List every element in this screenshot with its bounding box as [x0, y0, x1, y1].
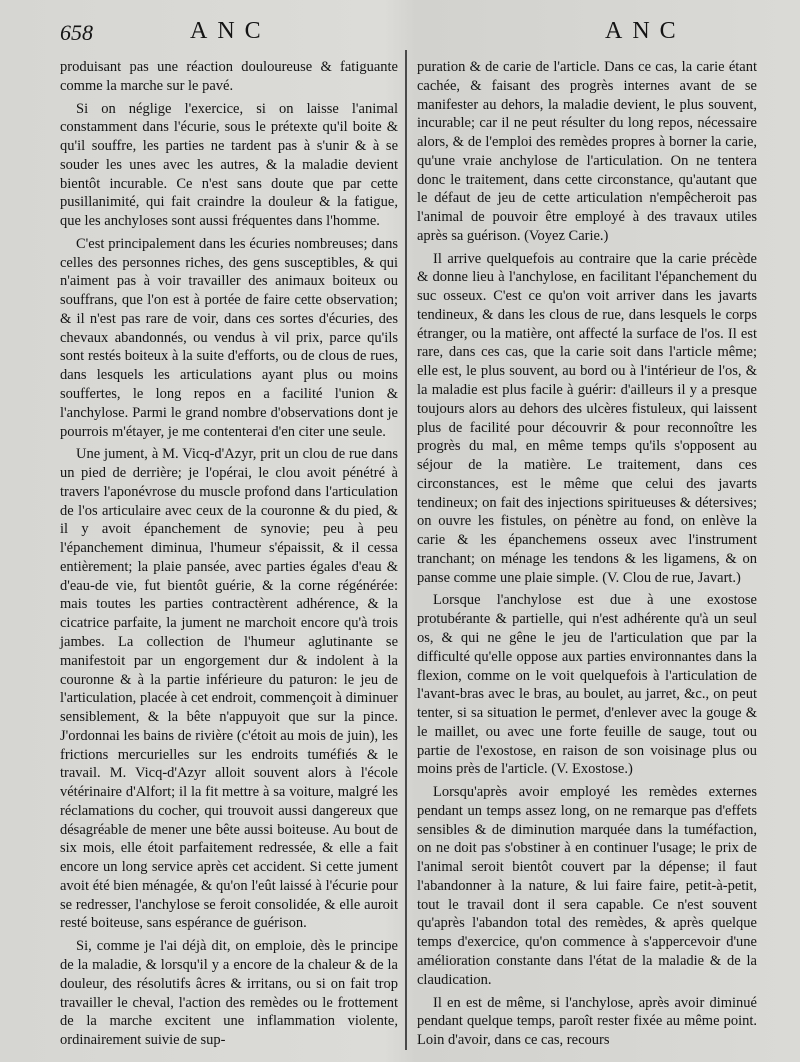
paragraph: Si on néglige l'exercice, si on laisse l'animal constamment dans l'écurie, sous le prétexte qu'il boite & qu'il souffre, les parties ne tardent pas à s'unir & à se souder les unes avec les autres, & la maladie devient bientôt incurable. Ce n'est sans doute que par cette pusillanimité, qui fait craindre la douleur & la fatigue, que les anchyloses sont aussi fréquentes dans l'homme.	[60, 100, 398, 230]
paragraph: Lorsqu'après avoir employé les remèdes externes pendant un temps assez long, on ne remarque pas d'effets sensibles & de diminution marquée dans la tuméfaction, on ne doit pas s'obstiner à en continuer l'usage; le prix de l'animal seroit bientôt couvert par la dépense; il faut l'abandonner à la nature, & lui faire faire, petit-à-petit, tout le travail dont il sera capable. Ce n'est souvent qu'après l'abandon total des remèdes, & après quelque temps d'exercice, qu'on commence à s'appercevoir d'une amélioration constante dans l'état de la maladie & de la claudication.	[417, 784, 757, 988]
paragraph: Si, comme je l'ai déjà dit, on emploie, dès le principe de la maladie, & lorsqu'il y a encore de la chaleur & de la douleur, des résolutifs âcres & irritans, ou si on fait trop travailler le cheval, l'action des remèdes ou le frottement de la marche excitent une inflammation violente, ordinairement suivie de sup-	[60, 938, 398, 1049]
paragraph: Il arrive quelquefois au contraire que la carie précède & donne lieu à l'anchylose, en facilitant l'épanchement du suc osseux. C'est ce qu'on voit arriver dans les javarts tendineux, & dans les clous de rue, dans lesquels le corps étranger, ou la matière, ont affecté la surface de l'os. Il est rare, dans ces cas, que la carie soit dans l'article même; elle est, le plus souvent, au bord ou à l'intérieur de l'os, & la maladie est plus facile à guérir: d'ailleurs il y a presque toujours alors au dehors des ulcères fistuleux, qui laissent plus de facilité pour découvrir & pour reconnoître les progrès du mal, en même temps qu'ils s'opposent au séjour de la matière. Le traitement, dans ces circonstances, est le même que celui des javarts tendineux; on fait des injections spiritueuses & détersives; on ouvre les fistules, on pénètre au fond, on enlève la carie & les épanchemens osseux avec l'instrument tranchant; on ménage les tendons & les ligamens, & on panse comme une plaie simple. (V. Clou de rue, Javart.)	[417, 250, 757, 586]
paragraph: puration & de carie de l'article. Dans ce cas, la carie étant cachée, & faisant des progrès internes avant de se manifester au dehors, la maladie devient, le plus souvent, incurable; car il ne peut résulter du long repos, nécessaire alors, & de l'emploi des remèdes propres à borner la carie, qu'une vraie anchylose de l'articulation. On ne tentera donc le traitement, dans cette circonstance, qu'autant que le défaut de jeu de cette articulation n'empêcheroit pas l'animal de pouvoir être employé à des travaux utiles après sa guérison. (Voyez Carie.)	[417, 59, 757, 244]
paragraph: Il en est de même, si l'anchylose, après avoir diminué pendant quelque temps, paroît rester fixée au même point. Loin d'avoir, dans ce cas, recours	[417, 994, 757, 1049]
running-header	[60, 18, 770, 48]
paragraph: produisant pas une réaction douloureuse & fatiguante comme la marche sur le pavé.	[60, 59, 398, 94]
paragraph: C'est principalement dans les écuries nombreuses; dans celles des personnes riches, des gens susceptibles, & qui n'aiment pas à voir travailler des animaux boiteux ou souffrans, que l'on est à portée de faire cette observation; & il n'est pas rare de voir, dans ces sortes d'écuries, des chevaux abandonnés, ou vendus à vil prix, parce qu'ils sont restés boiteux à la suite d'efforts, ou de clous de rues, dans lesquels les articulations ayant plus ou moins souffertes, le long repos en a facilité l'union & l'anchylose. Parmi le grand nombre d'observations dont je pourrois m'étayer, je me contenterai d'en citer une seule.	[60, 235, 398, 440]
paragraph: Une jument, à M. Vicq-d'Azyr, prit un clou de rue dans un pied de derrière; je l'opérai, le clou avoit pénétré à travers l'aponévrose du muscle profond dans l'articulation de l'os articulaire avec ceux de la couronne & du pied, & il y avoit épanchement de synovie; peu à peu l'épanchement diminua, l'humeur s'épaissit, & il cessa entièrement; la plaie pansée, avec parties égales d'eau & d'eau-de vie, fut bientôt guérie, & la corne régénérée: mais toutes les parties contractèrent adhérence, & la cicatrice parfaite, la jument ne marchoit encore qu'à trois jambes. La collection de l'humeur aglutinante se manifestoit par un engorgement dur & indolent à la couronne & à la partie inférieure du paturon: le jeu de l'articulation, placée à cet endroit, commençoit à diminuer sensiblement, & la bête n'appuyoit que sur la pince. J'ordonnai les bains de rivière (c'étoit au mois de juin), les frictions mercurielles sur les endroits tuméfiés & le travail. M. Vicq-d'Azyr alloit souvent alors à l'école vétérinaire d'Alfort; il la fit mettre à sa voiture, malgré les réclamations du cocher, qui trouvoit aussi dangereux que désagréable de mener une bête aussi boiteuse. Au bout de six mois, elle étoit parfaitement redressée, & elle a fait encore un long service après cet accident. Si cette jument avoit été bien ménagée, & qu'on l'eût laissé à l'écurie pour se redresser, l'anchylose se feroit consolidée, & elle auroit resté boiteuse, sans espérance de guérison.	[60, 446, 398, 932]
right-running-head: ANC	[605, 18, 686, 44]
left-running-head: ANC	[190, 18, 271, 44]
right-column	[417, 58, 757, 1050]
left-column	[60, 58, 398, 1050]
column-divider	[405, 50, 407, 1050]
page-number: 658	[60, 20, 93, 45]
paragraph: Lorsque l'anchylose est due à une exostose protubérante & partielle, qui n'est adhérente qu'à un seul os, & qui ne gêne le jeu de l'articulation que par la difficulté qu'elle oppose aux parties environnantes dans la flexion, comme on le voit quelquefois à l'articulation de l'avant-bras avec le bras, au boulet, au jarret, &c., on peut tenter, si sa situation le permet, d'enlever avec la gouge & le maillet, ou avec une forte feuille de sauge, tout ou partie de l'exostose, en raison de son voisinage plus ou moins près de l'article. (V. Exostose.)	[417, 592, 757, 778]
